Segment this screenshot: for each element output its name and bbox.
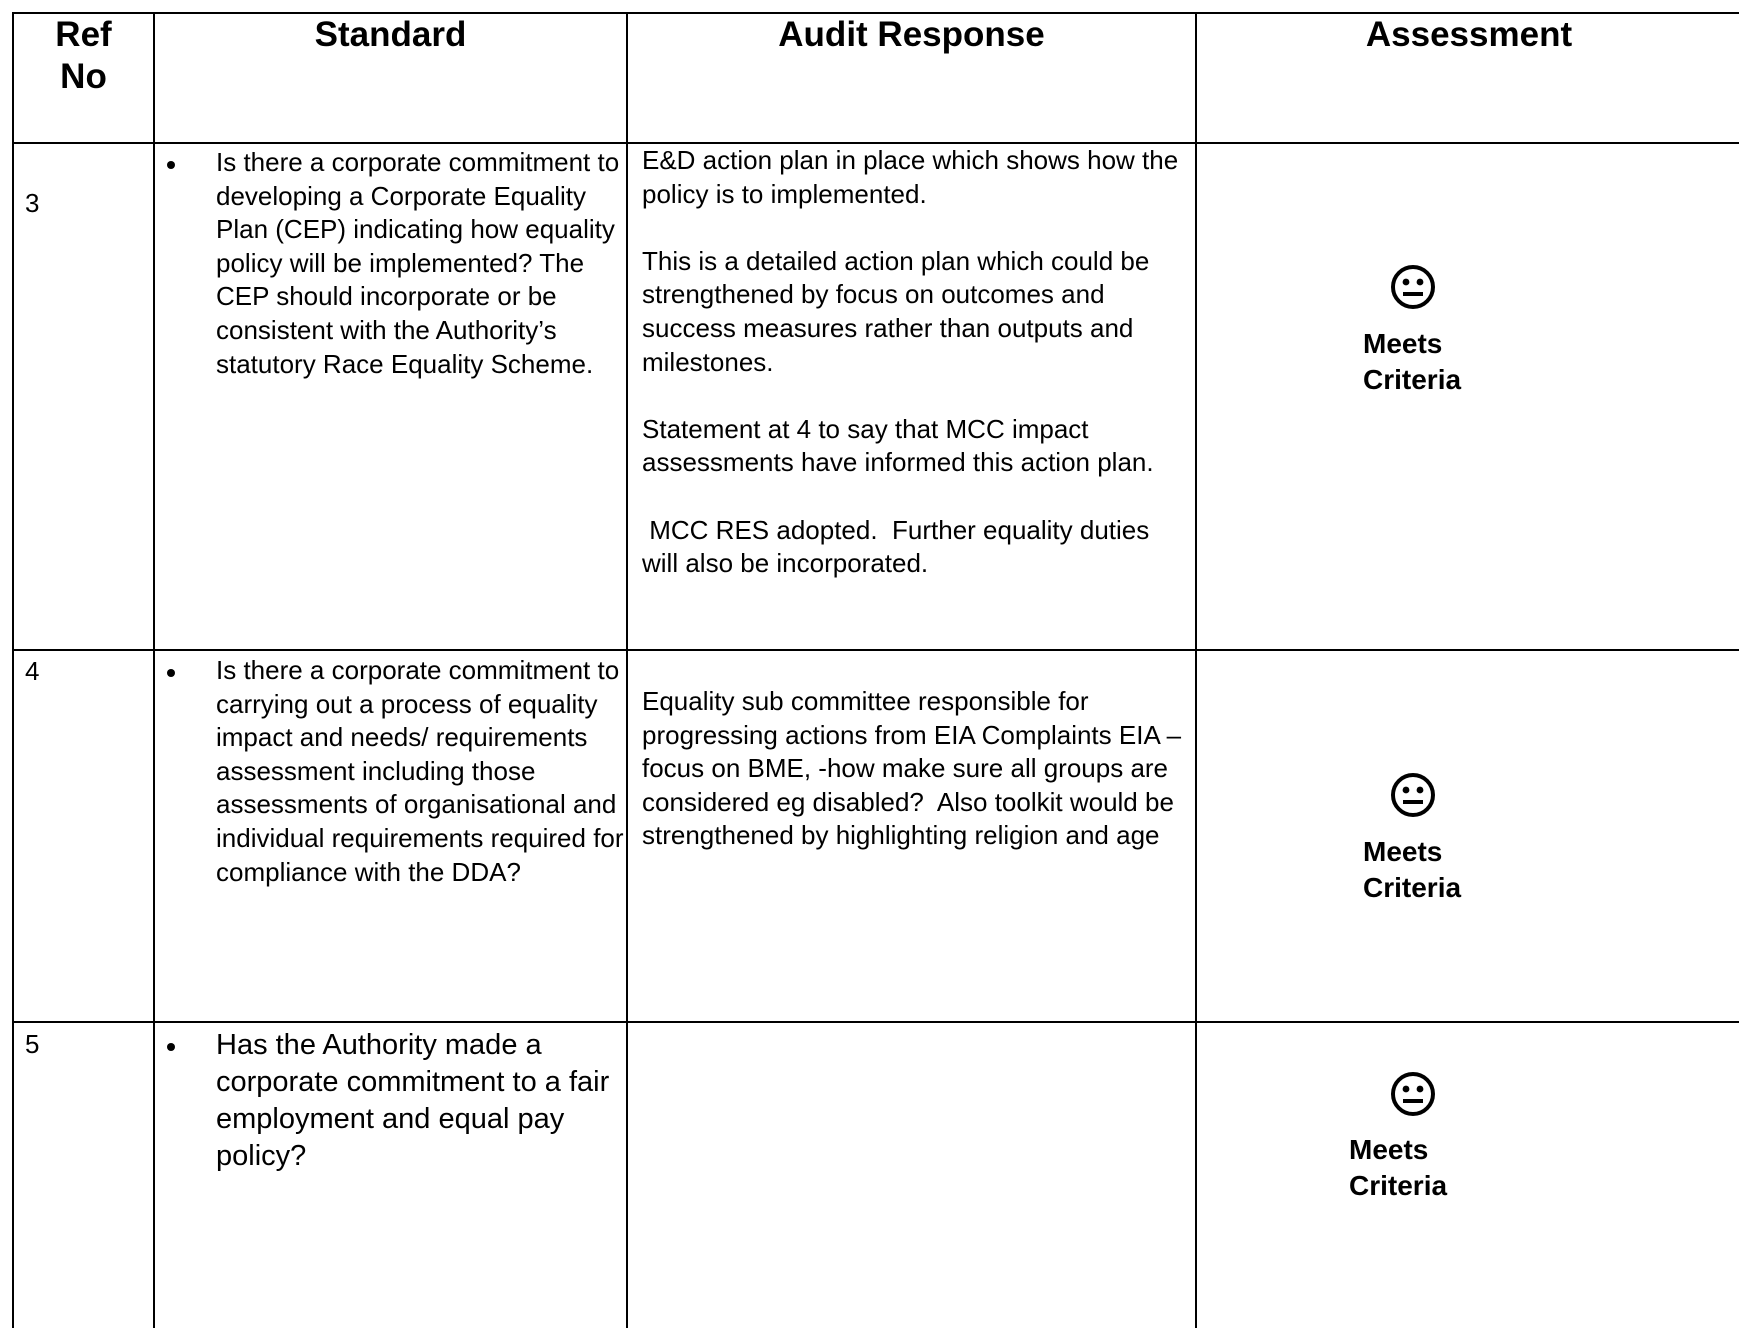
- row-4-bottom-border: [12, 1021, 1739, 1023]
- audit-response-paragraph: E&D action plan in place which shows how the policy is to implemented.: [642, 145, 1186, 209]
- neutral-face-icon: [1390, 772, 1436, 818]
- row-standard-text: Is there a corporate commitment to developing a Corporate Equality Plan (CEP) indicating how equality policy will be implemented? The CEP should incorporate or be consistent with the Authority’s statutory Race Equality Scheme.: [216, 147, 620, 379]
- assessment-rating: Meets Criteria: [1363, 836, 1462, 903]
- row-3-bottom-border: [12, 649, 1739, 651]
- header-standard: Standard: [314, 15, 467, 54]
- header-audit-response: Audit Response: [778, 15, 1045, 54]
- row-ref-number: 4: [25, 656, 40, 686]
- column-divider-3: [1195, 12, 1197, 1328]
- header-ref-no: Ref No: [55, 15, 112, 96]
- column-divider-1: [153, 12, 155, 1328]
- row-audit-response: [642, 144, 1187, 581]
- assessment-rating: Meets Criteria: [1363, 328, 1462, 395]
- bullet-icon: [167, 669, 175, 677]
- row-standard-text: Is there a corporate commitment to carrying out a process of equality impact and needs/ requirements assessment including those assessments of organisational and individual requirements required for compliance with the DDA?: [216, 655, 624, 887]
- column-divider-2: [626, 12, 628, 1328]
- bullet-icon: [167, 161, 175, 169]
- audit-response-paragraph: Equality sub committee responsible for progressing actions from EIA Complaints EIA – focus on BME, -how make sure all groups are considered eg disabled? Also toolkit would be strengthened by highlighting religion and age: [642, 686, 1189, 851]
- audit-response-paragraph: Statement at 4 to say that MCC impact assessments have informed this action plan.: [642, 413, 1154, 478]
- neutral-face-icon: [1390, 264, 1436, 310]
- header-assessment: Assessment: [1365, 15, 1573, 54]
- audit-response-paragraph: This is a detailed action plan which could be strengthened by focus on outcomes and success measures rather than outputs and milestones.: [642, 245, 1157, 377]
- row-standard-text: Has the Authority made a corporate commitment to a fair employment and equal pay policy?: [216, 1029, 610, 1172]
- bullet-icon: [167, 1043, 175, 1051]
- row-ref-number: 5: [25, 1029, 40, 1059]
- neutral-face-icon: [1390, 1071, 1436, 1117]
- audit-response-paragraph: MCC RES adopted. Further equality duties will also be incorporated.: [642, 514, 1157, 579]
- row-audit-response: [642, 685, 1187, 853]
- row-ref-number: 3: [25, 188, 40, 218]
- table-left-border: [12, 12, 14, 1328]
- assessment-rating: Meets Criteria: [1349, 1134, 1448, 1201]
